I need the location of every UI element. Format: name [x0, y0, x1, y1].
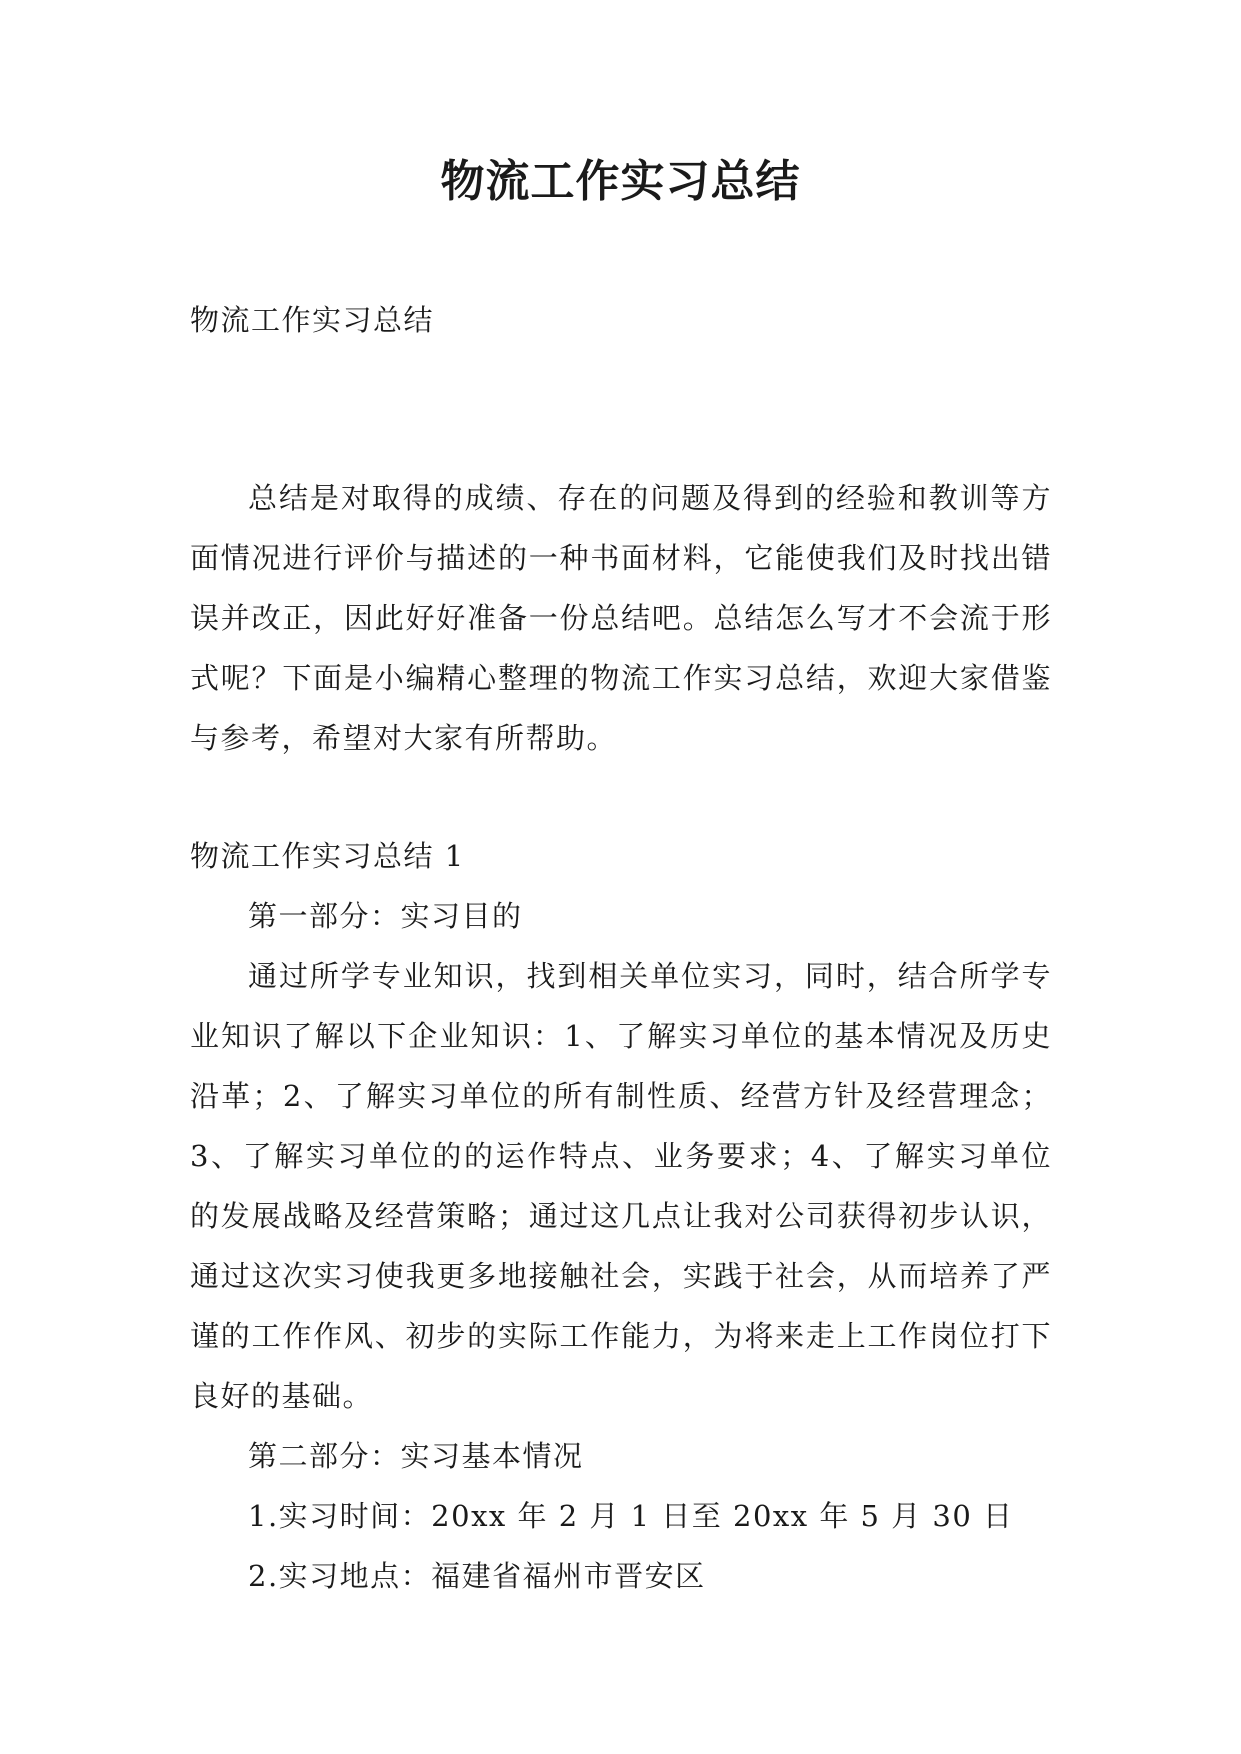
internship-location-item: 2.实习地点：福建省福州市晋安区 [248, 1559, 706, 1593]
part2-heading: 第二部分：实习基本情况 [248, 1439, 584, 1473]
intro-paragraph: 总结是对取得的成绩、存在的问题及得到的经验和教训等方面情况进行评价与描述的一种书面材料，它能使我们及时找出错误并改正，因此好好准备一份总结吧。总结怎么写才不会流于形式呢？下面是小编精心整理的物流工作实习总结，欢迎大家借鉴与参考，希望对大家有所帮助。 [190, 481, 1052, 755]
internship-time-item: 1.实习时间：20xx 年 2 月 1 日至 20xx 年 5 月 30 日 [248, 1499, 1014, 1533]
part1-body: 通过所学专业知识，找到相关单位实习，同时，结合所学专业知识了解以下企业知识：1、了解实习单位的基本情况及历史沿革；2、了解实习单位的所有制性质、经营方针及经营理念；3、了解实习单位的的运作特点、业务要求；4、了解实习单位的发展战略及经营策略；通过这几点让我对公司获得初步认识，通过这次实习使我更多地接触社会，实践于社会，从而培养了严谨的工作作风、初步的实际工作能力，为将来走上工作岗位打下良好的基础。 [190, 959, 1052, 1413]
section-heading: 物流工作实习总结 1 [190, 839, 465, 873]
part1-heading: 第一部分：实习目的 [248, 899, 523, 933]
document-body [190, 290, 1052, 1606]
document-subtitle: 物流工作实习总结 [190, 303, 435, 337]
spacer [190, 350, 1052, 468]
spacer [190, 768, 1052, 826]
document-title: 物流工作实习总结 [440, 156, 801, 207]
